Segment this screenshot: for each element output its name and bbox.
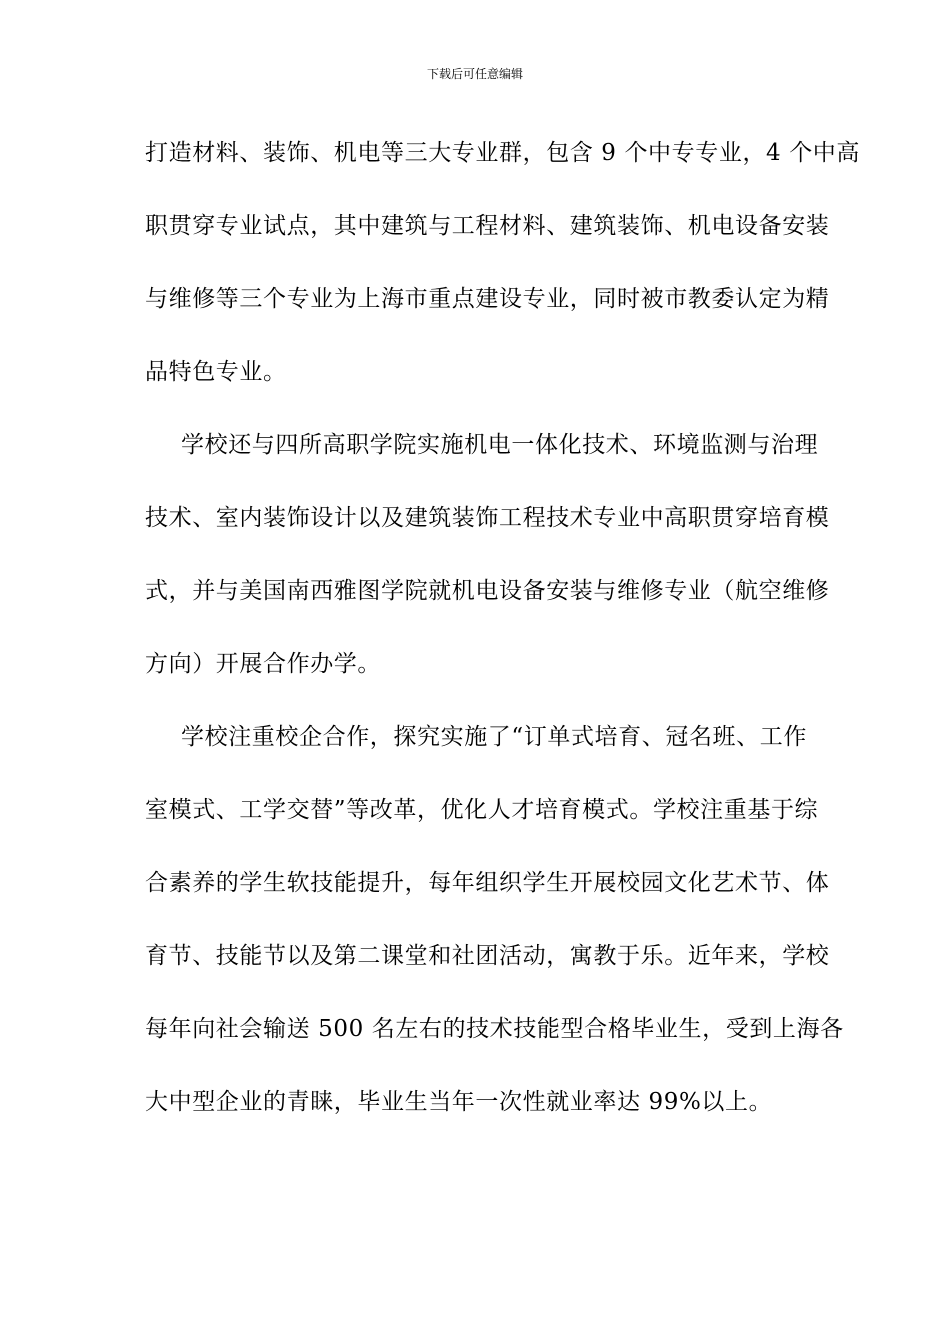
- text-line: 与维修等三个专业为上海市重点建设专业，同时被市教委认定为精: [145, 286, 830, 312]
- text-line: 打造材料、装饰、机电等三大专业群，包含 9 个中专专业，4 个中高: [145, 140, 860, 166]
- page-header: 下载后可任意编辑: [426, 67, 523, 81]
- text-line: 大中型企业的青睐，毕业生当年一次性就业率达 99%以上。: [145, 1089, 773, 1115]
- document-body: [145, 132, 860, 1154]
- text-line: 职贯穿专业试点，其中建筑与工程材料、建筑装饰、机电设备安装: [145, 213, 830, 239]
- text-line: 技术、室内装饰设计以及建筑装饰工程技术专业中高职贯穿培育模: [145, 505, 830, 531]
- text-line: 育节、技能节以及第二课堂和社团活动，寓教于乐。近年来，学校: [145, 943, 830, 969]
- paragraph-1: [145, 132, 860, 424]
- text-line: 品特色专业。: [145, 359, 287, 385]
- paragraph-2: [145, 424, 830, 716]
- text-line: 室模式、工学交替”等改革，优化人才培育模式。学校注重基于综: [145, 797, 819, 823]
- text-line: 每年向社会输送 500 名左右的技术技能型合格毕业生，受到上海各: [145, 1016, 844, 1042]
- paragraph-3: [145, 716, 844, 1154]
- text-line: 合素养的学生软技能提升，每年组织学生开展校园文化艺术节、体: [145, 870, 830, 896]
- text-line: 学校注重校企合作，探究实施了“订单式培育、冠名班、工作: [181, 724, 807, 750]
- text-line: 学校还与四所高职学院实施机电一体化技术、环境监测与治理: [181, 432, 819, 458]
- text-line: 方向）开展合作办学。: [145, 651, 381, 677]
- text-line: 式，并与美国南西雅图学院就机电设备安装与维修专业（航空维修: [145, 578, 830, 604]
